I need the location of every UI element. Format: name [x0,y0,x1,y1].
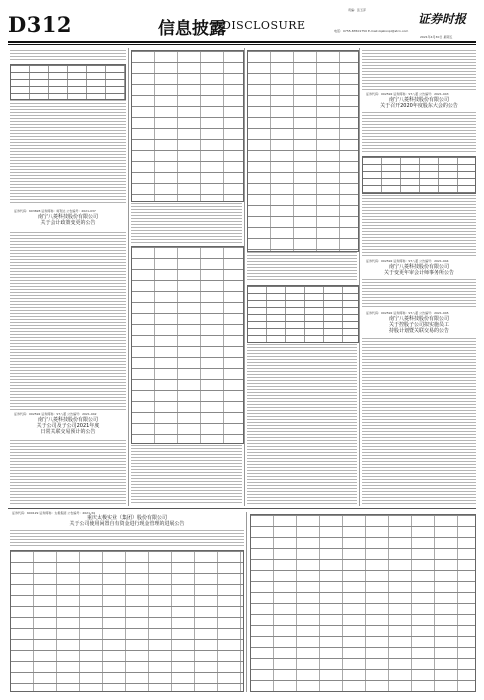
header-rule [8,41,476,43]
editor-label: 责编：张玉萍 [348,8,367,12]
body-text [362,50,476,90]
headline-line: 南宁八菱科技股份有限公司 [37,214,98,220]
announcement-code: 证券代码：002592 证券简称：ST八菱 公告编号：2021-043 [366,92,449,96]
announcement-title [10,214,126,226]
body-text [10,232,126,410]
announcement-code: 证券代码：002592 证券简称：ST八菱 公告编号：2021-042 [14,412,97,416]
page-number: D312 [8,12,73,37]
section-divider [8,508,476,509]
headline-line: 关于公司使用闲置自有资金进行现金管理的进展公告 [69,521,185,527]
body-text [362,112,476,154]
column-divider [244,48,245,506]
masthead-logo: 证券时报 [418,12,467,26]
detail-table [247,50,359,252]
announcement-code: 证券代码：603828 证券简称：柯利达 公告编号：2021-037 [14,209,96,213]
section-title-en: DISCLOSURE [222,19,306,32]
headline-line: 日常关联交易预计的公告 [40,429,96,435]
body-text [362,279,476,309]
announcement-code: 证券代码：600129 证券简称：太极集团 公告编号：2021-34 [12,511,95,515]
body-text [247,344,357,504]
body-text [10,100,126,205]
body-text [362,338,476,504]
headline-line: 南宁八菱科技股份有限公司 [37,417,98,423]
headline-line: 重庆太极实业（集团）股份有限公司 [86,515,167,521]
announcement-title [362,316,476,334]
header-rule-thin [8,44,476,45]
contact-line: 电话：0755-83501750 E-mail:zqsbxxpl@stcn.com [334,29,409,33]
date-line: 2021年4月30日 星期五 [420,35,453,39]
section-title: 信息披露 [158,19,226,39]
info-table [247,285,359,343]
announcement-title [362,264,476,276]
headline-line: 南宁八菱科技股份有限公司 [388,97,449,103]
headline-line: 关于召开2020年度股东大会的公告 [380,103,458,109]
transaction-table [131,246,244,444]
body-text [247,252,357,282]
investment-table [250,514,476,692]
announcement-title [10,515,244,527]
announcement-title [10,417,126,435]
headline-line: 关于控股子公司拟实施员工 [388,322,449,328]
body-text [362,195,476,257]
body-text [131,445,242,504]
data-table [362,156,476,194]
body-text [10,50,126,62]
headline-line: 关于变更年审会计师事务所公告 [383,270,454,276]
page-header [0,0,484,44]
body-text [10,440,126,504]
headline-line: 关于公司及子公司2021年度 [36,423,100,429]
announcement-title [362,97,476,109]
transaction-table [131,50,244,202]
headline-line: 南宁八菱科技股份有限公司 [388,264,449,270]
body-text [131,203,242,243]
announcement-code: 证券代码：002592 证券简称：ST八菱 公告编号：2021-044 [366,259,449,263]
column-divider [128,48,129,506]
announcement-code: 证券代码：002592 证券简称：ST八菱 公告编号：2021-045 [366,311,449,315]
headline-line: 关于会计政策变更的公告 [40,220,96,226]
data-table [10,64,126,100]
headline-line: 南宁八菱科技股份有限公司 [388,316,449,322]
column-divider [246,512,247,692]
investment-table [10,550,244,692]
column-divider [359,48,360,506]
headline-line: 持股计划暨关联交易的公告 [388,328,449,334]
body-text [10,530,244,548]
